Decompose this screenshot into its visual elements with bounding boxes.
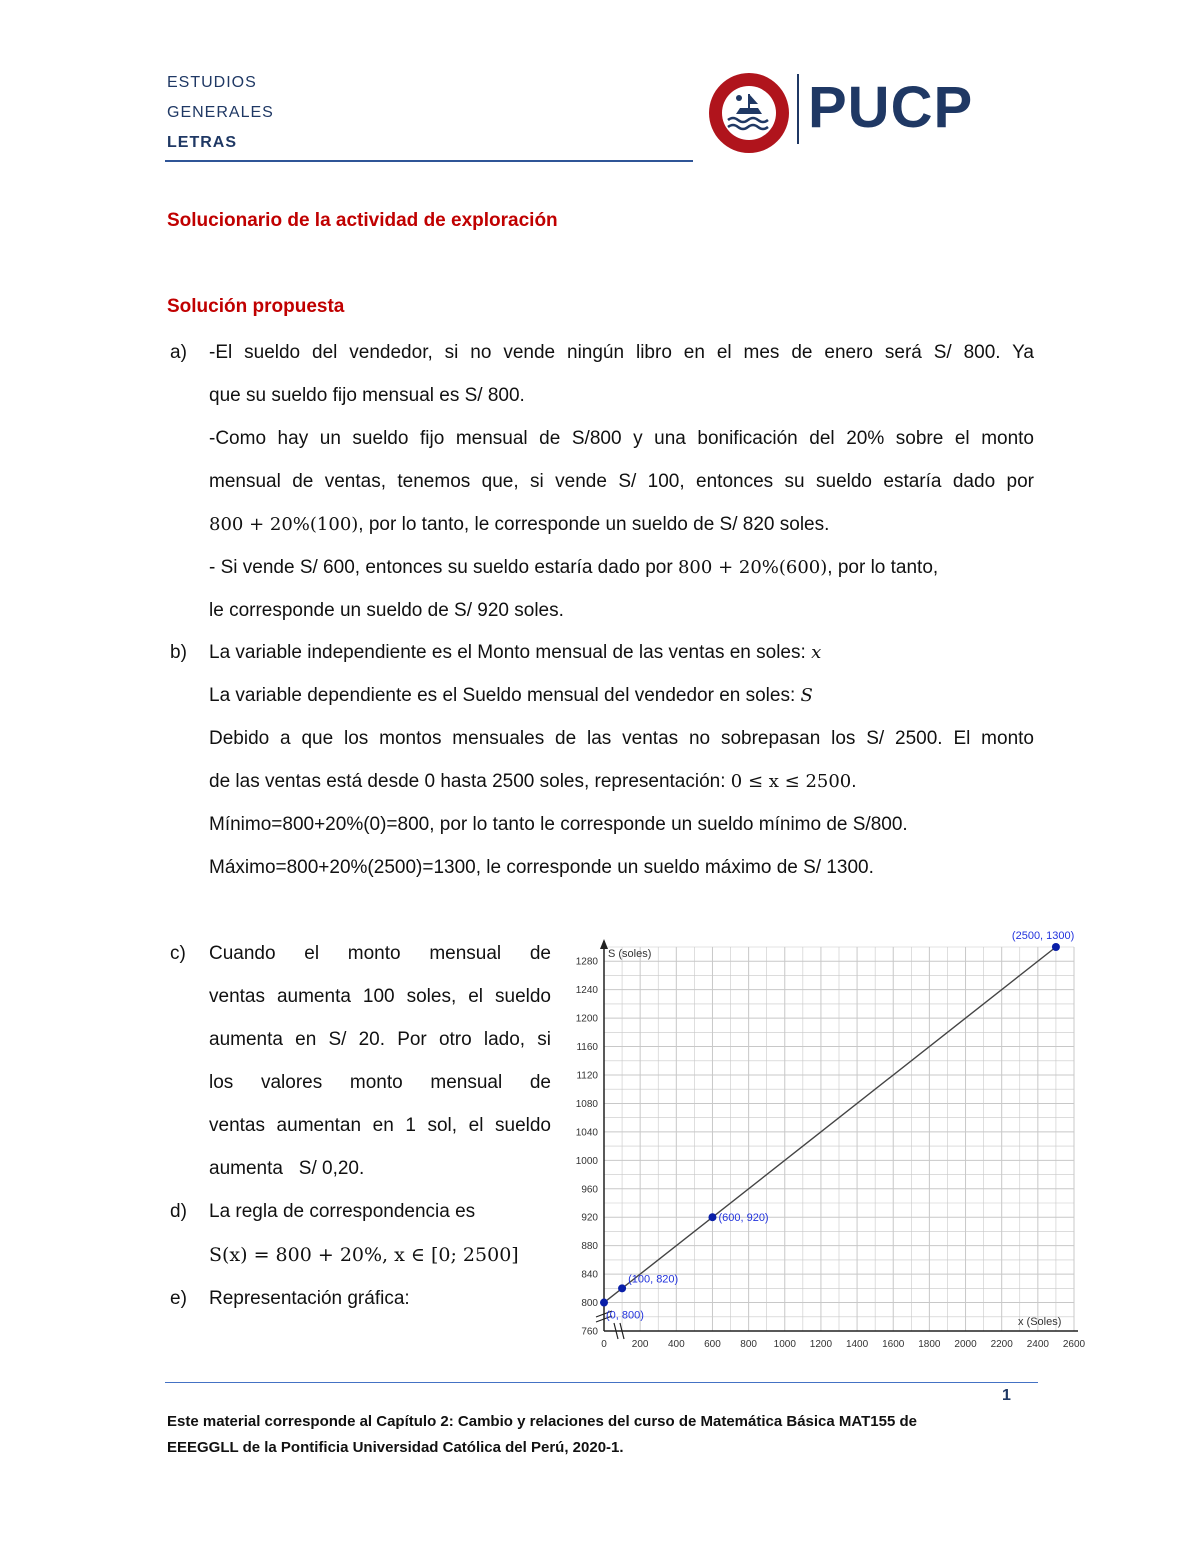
- y-tick-label: 1240: [575, 985, 598, 997]
- item-a-line-6: [209, 546, 1034, 589]
- item-c-line-3: aumenta en S/ 20. Por otro lado, si: [209, 1029, 551, 1050]
- data-point-label: (2500, 1300): [1011, 930, 1075, 942]
- item-b-line-2: [209, 674, 1034, 717]
- pucp-seal-icon: [706, 70, 792, 156]
- item-c-line-2: ventas aumenta 100 soles, el sueldo: [209, 986, 551, 1007]
- header-rule: [165, 160, 693, 162]
- y-tick-label: 1200: [575, 1013, 598, 1025]
- item-a-line-1: -El sueldo del vendedor, si no vende ningún libro en el mes de enero será S/ 800. Ya: [209, 342, 1034, 363]
- y-tick-label: 1160: [576, 1042, 598, 1054]
- item-b-line-1: [209, 631, 1034, 674]
- item-a-line-5-text: , por lo tanto, le corresponde un sueldo de S/ 820 soles.: [358, 514, 830, 535]
- data-point: [618, 1284, 626, 1292]
- item-b-line-6: Máximo=800+20%(2500)=1300, le corresponde un sueldo máximo de S/ 1300.: [209, 857, 874, 878]
- item-b-line-2-text: La variable dependiente es el Sueldo mensual del vendedor en soles:: [209, 685, 801, 706]
- series-line: [604, 947, 1056, 1303]
- page-number: 1: [1002, 1387, 1011, 1404]
- footer-line-2: EEEGGLL de la Pontificia Universidad Católica del Perú, 2020-1.: [167, 1439, 624, 1456]
- item-d-formula: S(x) = 800 + 20%, x ∈ [0; 2500]: [209, 1244, 519, 1266]
- x-tick-label: 0: [601, 1339, 607, 1350]
- y-tick-label: 760: [581, 1326, 598, 1338]
- item-a-line-6-tail: , por lo tanto,: [827, 557, 939, 578]
- y-tick-label: 1120: [576, 1070, 598, 1082]
- y-tick-label: 1280: [575, 956, 598, 968]
- item-b-line-5: Mínimo=800+20%(0)=800, por lo tanto le corresponde un sueldo mínimo de S/800.: [209, 814, 908, 835]
- x-tick-label: 400: [667, 1339, 685, 1350]
- item-a-line-3: -Como hay un sueldo fijo mensual de S/800 y una bonificación del 20% sobre el monto: [209, 428, 1034, 449]
- item-a-line-5: [209, 503, 1034, 546]
- item-b-line-4: [209, 760, 1034, 803]
- item-a-line-2: que su sueldo fijo mensual es S/ 800.: [209, 385, 525, 406]
- item-c-line-6: aumenta S/ 0,20.: [209, 1158, 365, 1179]
- x-tick-label: 1600: [882, 1339, 905, 1350]
- pucp-logo-text: PUCP: [808, 75, 974, 140]
- x-tick-label: 800: [740, 1339, 757, 1350]
- item-c-line-4: los valores monto mensual de: [209, 1072, 551, 1093]
- x-tick-label: 2200: [990, 1339, 1013, 1350]
- x-tick-label: 200: [631, 1339, 649, 1350]
- header-generales: GENERALES: [167, 104, 274, 121]
- footer-rule: [165, 1382, 1038, 1383]
- x-tick-label: 600: [704, 1339, 721, 1350]
- item-b-label: b): [170, 642, 187, 663]
- data-point: [1052, 943, 1060, 951]
- y-tick-label: 920: [581, 1212, 598, 1224]
- x-tick-label: 1000: [773, 1339, 796, 1350]
- item-b-body: [209, 631, 1034, 889]
- item-c-line-1: Cuando el monto mensual de: [209, 943, 551, 964]
- item-e-line-1: Representación gráfica:: [209, 1288, 410, 1309]
- x-tick-label: 1800: [918, 1339, 941, 1350]
- y-tick-label: 1080: [575, 1098, 598, 1110]
- item-a-label: a): [170, 342, 187, 363]
- data-point: [600, 1299, 608, 1307]
- data-point-label: (100, 820): [628, 1273, 679, 1286]
- data-point-label: (0, 800): [606, 1309, 644, 1322]
- y-tick-label: 1000: [575, 1155, 598, 1167]
- x-axis-label: x (Soles): [1018, 1316, 1062, 1328]
- footer-text: [167, 1409, 1047, 1461]
- item-e-label: e): [170, 1288, 187, 1309]
- item-d-label: d): [170, 1201, 187, 1222]
- data-point: [708, 1213, 716, 1221]
- item-b-line-3: Debido a que los montos mensuales de las ventas no sobrepasan los S/ 2500. El monto: [209, 728, 1034, 749]
- y-tick-label: 1040: [575, 1127, 598, 1139]
- footer-line-1: Este material corresponde al Capítulo 2: Cambio y relaciones del curso de Matemática Básica MAT155 de: [167, 1413, 917, 1430]
- y-tick-label: 840: [581, 1269, 598, 1281]
- logo-divider: [797, 74, 799, 144]
- item-b-var-x: x: [811, 642, 822, 663]
- x-tick-label: 1400: [845, 1339, 869, 1350]
- item-a-math-600: 800 + 20%(600): [677, 557, 828, 578]
- page-title: Solucionario de la actividad de exploración: [167, 210, 558, 231]
- item-b-domain: 0 ≤ x ≤ 2500: [730, 771, 852, 792]
- x-tick-label: 2600: [1062, 1339, 1086, 1350]
- header-estudios: ESTUDIOS: [167, 74, 257, 91]
- item-a-line-6-text: - Si vende S/ 600, entonces su sueldo estaría dado por: [209, 557, 678, 578]
- section-subtitle: Solución propuesta: [167, 296, 345, 317]
- item-c-label: c): [170, 943, 186, 964]
- item-d-line-1: La regla de correspondencia es: [209, 1201, 476, 1222]
- chart-svg: [560, 930, 1086, 1355]
- y-tick-label: 800: [581, 1298, 598, 1310]
- item-a-math-100: 800 + 20%(100): [209, 514, 359, 535]
- x-tick-label: 2000: [954, 1339, 977, 1350]
- header-letras: LETRAS: [167, 134, 237, 151]
- y-axis-arrow: [600, 939, 608, 949]
- item-b-line-1-text: La variable independiente es el Monto mensual de las ventas en soles:: [209, 642, 812, 663]
- item-a-line-7: le corresponde un sueldo de S/ 920 soles.: [209, 600, 564, 621]
- y-axis-label: S (soles): [608, 948, 652, 960]
- item-b-line-4-tail: .: [851, 771, 857, 792]
- item-c-line-5: ventas aumentan en 1 sol, el sueldo: [209, 1115, 551, 1136]
- x-tick-label: 2400: [1026, 1339, 1049, 1350]
- item-b-line-4-text: de las ventas está desde 0 hasta 2500 soles, representación:: [209, 771, 731, 792]
- item-a-body: [209, 331, 1034, 632]
- item-b-var-s: S: [800, 685, 813, 706]
- sueldo-chart: [560, 930, 1086, 1355]
- y-tick-label: 880: [581, 1241, 598, 1253]
- y-tick-label: 960: [581, 1184, 598, 1196]
- data-point-label: (600, 920): [718, 1212, 769, 1225]
- item-a-line-4: mensual de ventas, tenemos que, si vende S/ 100, entonces su sueldo estaría dado por: [209, 471, 1034, 492]
- x-tick-label: 1200: [809, 1339, 833, 1350]
